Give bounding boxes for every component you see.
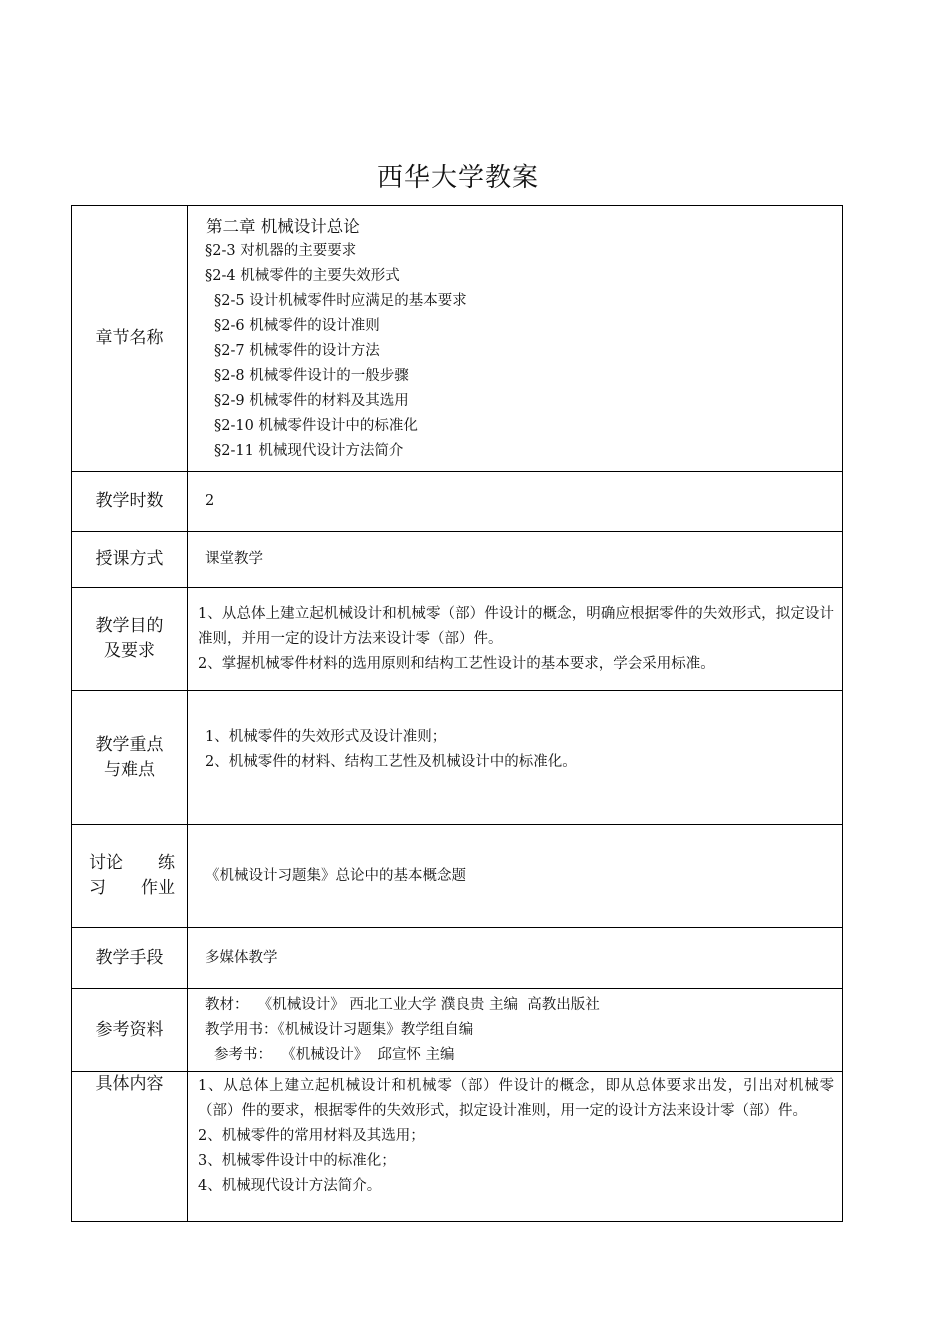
chapter-content bbox=[188, 206, 843, 472]
goals-content bbox=[188, 588, 843, 691]
key-points-label-line2: 与难点 bbox=[104, 759, 155, 780]
section-item: §2-3 对机器的主要要求 bbox=[205, 242, 357, 259]
discussion-label-line2 bbox=[72, 876, 187, 901]
key-point-item: 2、机械零件的材料、结构工艺性及机械设计中的标准化。 bbox=[205, 753, 577, 770]
discussion-label-part: 讨论 bbox=[89, 853, 123, 873]
references-row bbox=[72, 989, 843, 1072]
detail-item: 4、机械现代设计方法简介。 bbox=[198, 1178, 382, 1194]
section-item: §2-7 机械零件的设计方法 bbox=[214, 342, 380, 359]
references-content bbox=[188, 989, 843, 1072]
detail-row bbox=[72, 1072, 843, 1222]
lesson-plan-table bbox=[71, 205, 843, 1222]
means-row bbox=[72, 928, 843, 989]
chapter-label: 章节名称 bbox=[72, 206, 188, 472]
method-content bbox=[188, 532, 843, 588]
hours-label: 教学时数 bbox=[72, 472, 188, 532]
section-item: §2-5 设计机械零件时应满足的基本要求 bbox=[214, 292, 467, 309]
method-value: 课堂教学 bbox=[205, 551, 263, 567]
key-points-label bbox=[72, 691, 188, 825]
reference-item: 教学用书：《机械设计习题集》教学组自编 bbox=[205, 1021, 474, 1038]
method-label: 授课方式 bbox=[72, 532, 188, 588]
goals-row bbox=[72, 588, 843, 691]
key-points-content bbox=[188, 691, 843, 825]
page-title: 西华大学教案 bbox=[376, 163, 539, 193]
discussion-label-part: 习 bbox=[89, 878, 106, 898]
key-points-label-line1: 教学重点 bbox=[95, 734, 164, 755]
goal-item: 2、掌握机械零件材料的选用原则和结构工艺性设计的基本要求，学会采用标准。 bbox=[198, 655, 715, 672]
detail-content bbox=[188, 1072, 843, 1222]
discussion-label bbox=[72, 825, 188, 928]
detail-item: 3、机械零件设计中的标准化； bbox=[198, 1153, 396, 1169]
hours-row bbox=[72, 472, 843, 532]
references-label: 参考资料 bbox=[72, 989, 188, 1072]
discussion-label-part: 练 bbox=[158, 853, 175, 873]
detail-label: 具体内容 bbox=[72, 1072, 188, 1222]
discussion-label-part: 作业 bbox=[141, 878, 175, 898]
method-row bbox=[72, 532, 843, 588]
key-points-row bbox=[72, 691, 843, 825]
section-item: §2-6 机械零件的设计准则 bbox=[214, 317, 380, 334]
chapter-row bbox=[72, 206, 843, 472]
key-point-item: 1、机械零件的失效形式及设计准则； bbox=[205, 728, 447, 745]
discussion-row bbox=[72, 825, 843, 928]
means-value: 多媒体教学 bbox=[205, 949, 278, 966]
reference-item: 教材： 《机械设计》 西北工业大学 濮良贵 主编 高教出版社 bbox=[205, 996, 600, 1013]
chapter-heading: 第二章 机械设计总论 bbox=[206, 216, 360, 236]
section-item: §2-9 机械零件的材料及其选用 bbox=[214, 392, 409, 409]
goals-label-line1: 教学目的 bbox=[95, 616, 164, 636]
detail-item: 2、机械零件的常用材料及其选用； bbox=[198, 1128, 425, 1144]
section-item: §2-4 机械零件的主要失效形式 bbox=[205, 267, 400, 284]
goals-label bbox=[72, 588, 188, 691]
discussion-content bbox=[188, 825, 843, 928]
means-label: 教学手段 bbox=[72, 928, 188, 989]
hours-value: 2 bbox=[205, 493, 215, 509]
means-content bbox=[188, 928, 843, 989]
goal-item: 1、从总体上建立起机械设计和机械零（部）件设计的概念，明确应根据零件的失效形式，拟定设计准则，并用一定的设计方法来设计零（部）件。 bbox=[198, 605, 834, 647]
goals-label-line2: 及要求 bbox=[104, 641, 155, 661]
hours-content bbox=[188, 472, 843, 532]
section-item: §2-8 机械零件设计的一般步骤 bbox=[214, 367, 409, 384]
discussion-value: 《机械设计习题集》总论中的基本概念题 bbox=[205, 867, 466, 884]
discussion-label-line1 bbox=[72, 851, 187, 876]
section-item: §2-10 机械零件设计中的标准化 bbox=[214, 417, 418, 434]
section-item: §2-11 机械现代设计方法简介 bbox=[214, 442, 404, 459]
detail-item: 1、从总体上建立起机械设计和机械零（部）件设计的概念，即从总体要求出发，引出对机械零（部）件的要求，根据零件的失效形式，拟定设计准则，用一定的设计方法来设计零（部）件。 bbox=[198, 1078, 834, 1119]
reference-item: 参考书： 《机械设计》 邱宣怀 主编 bbox=[214, 1046, 455, 1063]
